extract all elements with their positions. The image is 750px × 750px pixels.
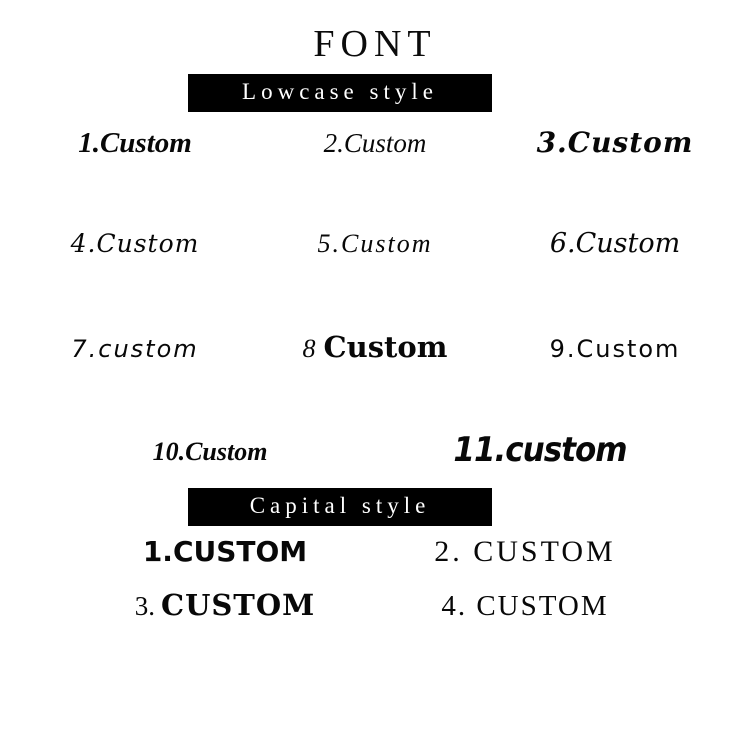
- lowcase-row-1: [0, 126, 750, 160]
- capital-row-2: [0, 588, 750, 623]
- font-sample-3: 3.Custom: [536, 126, 694, 159]
- capital-sample-3-number: 3.: [134, 591, 155, 621]
- font-sample-4: 4.Custom: [70, 229, 200, 258]
- capital-row-1: [0, 535, 750, 569]
- capital-sample-4: 4. CUSTOM: [441, 590, 609, 622]
- capital-sample-3: [75, 588, 375, 622]
- section-header-lowcase: Lowcase style: [188, 74, 492, 112]
- lowcase-row-3: [0, 330, 750, 364]
- font-sample-8: [255, 330, 495, 364]
- font-sample-2: 2.Custom: [323, 128, 427, 158]
- font-sample-9: 9.Custom: [549, 335, 681, 363]
- lowcase-row-2: [0, 228, 750, 259]
- font-sample-5: 5.Custom: [317, 229, 433, 258]
- font-sample-8-label: Custom: [323, 330, 448, 364]
- font-sample-7: 7.custom: [71, 335, 199, 363]
- font-sample-11: 11.custom: [453, 430, 627, 470]
- capital-sample-1: 1.CUSTOM: [142, 535, 308, 568]
- capital-sample-3-label: CUSTOM: [160, 588, 316, 622]
- font-sample-1: 1.Custom: [78, 127, 192, 159]
- font-sample-8-number: 8: [302, 334, 316, 363]
- section-header-capital: Capital style: [188, 488, 492, 526]
- font-sample-10: 10.Custom: [152, 437, 268, 466]
- page-title: FONT: [313, 23, 437, 65]
- lowcase-row-4: [0, 432, 750, 468]
- capital-sample-2: 2. CUSTOM: [434, 535, 616, 568]
- font-sample-6: 6.Custom: [549, 228, 681, 259]
